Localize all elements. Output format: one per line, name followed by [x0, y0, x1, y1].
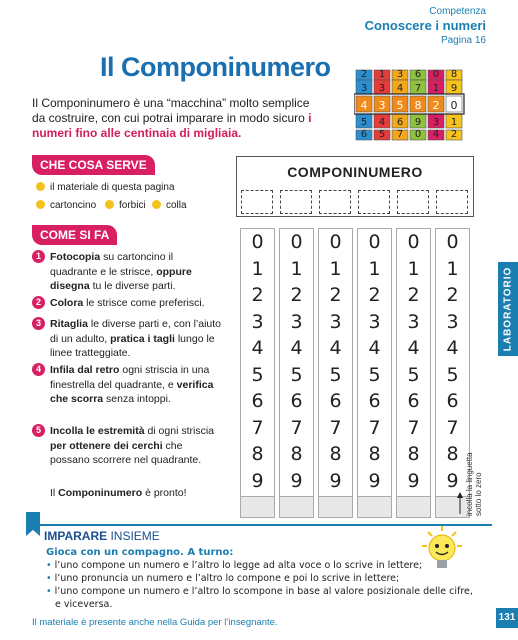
strip-digit: 1 — [407, 257, 420, 280]
laboratorio-label: LABORATORIO — [502, 266, 514, 352]
strip-digit: 8 — [329, 443, 342, 465]
machine-digit: 0 — [450, 99, 458, 112]
strip-digit: 5 — [368, 363, 381, 386]
strip-digit: 7 — [251, 416, 264, 439]
intro-text: Il Componinumero è una “macchina” molto semplice da costruire, con cui potrai imparare in modo sicuro — [32, 96, 310, 125]
strip-digit: 1 — [290, 257, 303, 280]
glue-note — [455, 450, 485, 520]
section-serve-badge: CHE COSA SERVE — [32, 155, 155, 175]
digit-strip — [396, 228, 431, 518]
machine-digit: 1 — [432, 83, 440, 94]
game-item: e viceversa. — [55, 599, 113, 610]
machine-digit: 2 — [450, 129, 458, 140]
material-item: forbici — [105, 200, 146, 211]
strip-digit: 5 — [407, 363, 420, 386]
machine-digit: 4 — [432, 129, 440, 140]
bullet-dot-icon — [105, 200, 114, 209]
machine-digit: 1 — [378, 69, 386, 80]
strip-window — [319, 190, 351, 214]
machine-digit: 6 — [396, 117, 404, 128]
machine-digit: 6 — [414, 69, 422, 80]
machine-digit: 4 — [360, 99, 368, 112]
glue-tab — [397, 496, 430, 517]
strip-digit: 3 — [368, 310, 381, 333]
strip-digit: 4 — [368, 337, 381, 359]
game-item: • l’uno compone un numero e l’altro lo legge ad alta voce o lo scrive in lettere; — [46, 560, 423, 571]
strip-digit: 3 — [407, 310, 420, 333]
glue-tab — [358, 496, 391, 517]
game-item: • l’uno compone un numero e l’altro lo scompone in base al valore posizionale delle cifre, — [46, 586, 473, 597]
machine-digit: 5 — [378, 129, 386, 140]
digit-strip — [279, 228, 314, 518]
game-item: • l’uno pronuncia un numero e l’altro lo compone e poi lo scrive in lettere; — [46, 573, 400, 584]
machine-digit: 9 — [450, 83, 458, 94]
step-2: 2 Colora le strisce come preferisci. — [32, 296, 222, 311]
lightbulb-mascot-icon — [420, 524, 464, 572]
strip-digit: 1 — [251, 257, 264, 280]
window-row — [236, 186, 474, 217]
machine-digit: 6 — [360, 129, 368, 140]
strip-digit: 5 — [446, 363, 459, 386]
strip-digit: 0 — [446, 231, 459, 253]
step-3: 3 Ritaglia le diverse parti e, con l’aiuto di un adulto, pratica i tagli lungo le linee tratteggiate. — [32, 317, 222, 361]
strip-digit: 6 — [251, 390, 264, 412]
strip-digit: 0 — [251, 231, 264, 253]
strip-digit: 8 — [368, 443, 381, 465]
strip-digit: 6 — [407, 390, 420, 412]
step-1: 1 Fotocopia su cartoncino il quadrante e le strisce, oppure disegna tu le diverse parti. — [32, 250, 222, 294]
machine-digit: 9 — [414, 117, 422, 128]
glue-note-text: incolla la linguetta sotto lo zero — [465, 452, 483, 516]
intro-highlight: i numeri fino alle centinaia di migliaia. — [32, 111, 312, 140]
strip-digit: 6 — [368, 390, 381, 412]
machine-digit: 3 — [360, 83, 368, 94]
strip-digit: 9 — [446, 469, 459, 492]
competenza-label: Competenza — [429, 6, 486, 17]
bullet-dot-icon — [36, 200, 45, 209]
strip-digit: 8 — [407, 443, 420, 465]
bullet-dot-icon — [36, 182, 45, 191]
strip-digit: 7 — [407, 416, 420, 439]
digit-strip — [357, 228, 392, 518]
machine-digit: 0 — [414, 129, 422, 140]
strip-digit: 7 — [329, 416, 342, 439]
strip-digit: 5 — [251, 363, 264, 386]
machine-digit: 8 — [414, 99, 422, 112]
topic-title: Conoscere i numeri — [364, 18, 486, 33]
strip-digit: 6 — [446, 390, 459, 412]
laboratorio-tab — [498, 262, 518, 356]
strip-digit: 3 — [251, 310, 264, 333]
strip-digit: 9 — [407, 469, 420, 492]
footer-note: Il materiale è presente anche nella Guida per l’insegnante. — [32, 617, 278, 628]
digit-strip — [318, 228, 353, 518]
strip-digit: 8 — [251, 443, 264, 465]
glue-tab — [319, 496, 352, 517]
strip-digit: 2 — [251, 284, 264, 306]
machine-digit: 2 — [360, 69, 368, 80]
strip-window — [397, 190, 429, 214]
machine-digit: 7 — [396, 129, 404, 140]
digit-strip — [240, 228, 275, 518]
strip-digit: 2 — [290, 284, 303, 306]
page-reference: Pagina 16 — [440, 35, 486, 46]
strip-digit: 9 — [368, 469, 381, 492]
machine-digit: 4 — [396, 83, 404, 94]
strip-digit: 3 — [290, 310, 303, 333]
strip-digit: 9 — [251, 469, 264, 492]
strip-window — [436, 190, 468, 214]
glue-tab — [280, 496, 313, 517]
step-5: 5 Incolla le estremità di ogni striscia per ottenere dei cerchi che possano scorrere nel quadrante. — [32, 424, 222, 468]
machine-digit: 0 — [432, 69, 440, 80]
strip-digit: 9 — [329, 469, 342, 492]
strip-digit: 6 — [290, 390, 303, 412]
strip-digit: 7 — [290, 416, 303, 439]
strip-digit: 7 — [368, 416, 381, 439]
strip-digit: 4 — [290, 337, 303, 359]
machine-digit: 5 — [396, 99, 404, 112]
final-line: Il Componinumero è pronto! — [50, 487, 187, 499]
strip-digit: 3 — [329, 310, 342, 333]
intro-paragraph — [32, 96, 312, 141]
machine-digit: 3 — [378, 83, 386, 94]
glue-tab — [241, 496, 274, 517]
machine-digit: 2 — [432, 99, 440, 112]
machine-digit: 1 — [450, 117, 458, 128]
machine-digit: 7 — [414, 83, 422, 94]
strip-digit: 1 — [446, 257, 459, 280]
machine-digit: 8 — [450, 69, 458, 80]
strip-window — [358, 190, 390, 214]
strip-digit: 4 — [446, 337, 459, 359]
material-item: colla — [152, 200, 187, 211]
strip-digit: 1 — [368, 257, 381, 280]
bullet-dot-icon — [152, 200, 161, 209]
material-item: il materiale di questa pagina — [36, 182, 175, 193]
strip-digit: 6 — [329, 390, 342, 412]
imparare-heading: IMPARARE INSIEME — [44, 529, 160, 543]
machine-digit: 3 — [432, 117, 440, 128]
strip-digit: 2 — [329, 284, 342, 306]
strip-digit: 7 — [446, 416, 459, 439]
machine-digit: 3 — [378, 99, 386, 112]
page-number: 131 — [496, 608, 518, 628]
strip-digit: 2 — [446, 284, 459, 306]
strip-digit: 8 — [290, 443, 303, 465]
strip-digit: 2 — [368, 284, 381, 306]
strip-digit: 9 — [290, 469, 303, 492]
strip-digit: 0 — [368, 231, 381, 253]
componinumero-illustration — [354, 68, 466, 150]
machine-digit: 4 — [378, 117, 386, 128]
strip-digit: 5 — [290, 363, 303, 386]
machine-digit: 3 — [396, 69, 404, 80]
strip-digit: 2 — [407, 284, 420, 306]
section-fa-badge: COME SI FA — [32, 225, 117, 245]
strip-window — [280, 190, 312, 214]
strip-digit: 4 — [407, 337, 420, 359]
imparare-intro: Gioca con un compagno. A turno: — [46, 547, 234, 558]
strip-digit: 0 — [329, 231, 342, 253]
strip-digit: 3 — [446, 310, 459, 333]
strip-digit: 4 — [251, 337, 264, 359]
strip-digit: 8 — [446, 443, 459, 465]
strip-digit: 0 — [407, 231, 420, 253]
material-item: cartoncino — [36, 200, 96, 211]
strip-digit: 5 — [329, 363, 342, 386]
step-4: 4 Infila dal retro ogni striscia in una finestrella del quadrante, e verifica che scorra senza intoppi. — [32, 363, 222, 407]
strip-digit: 1 — [329, 257, 342, 280]
strip-window — [241, 190, 273, 214]
strip-digit: 4 — [329, 337, 342, 359]
page-title: Il Componinumero — [100, 52, 331, 82]
strip-digit: 0 — [290, 231, 303, 253]
machine-digit: 5 — [360, 117, 368, 128]
componinumero-heading: COMPONINUMERO — [236, 156, 474, 187]
bookmark-icon — [26, 512, 40, 536]
